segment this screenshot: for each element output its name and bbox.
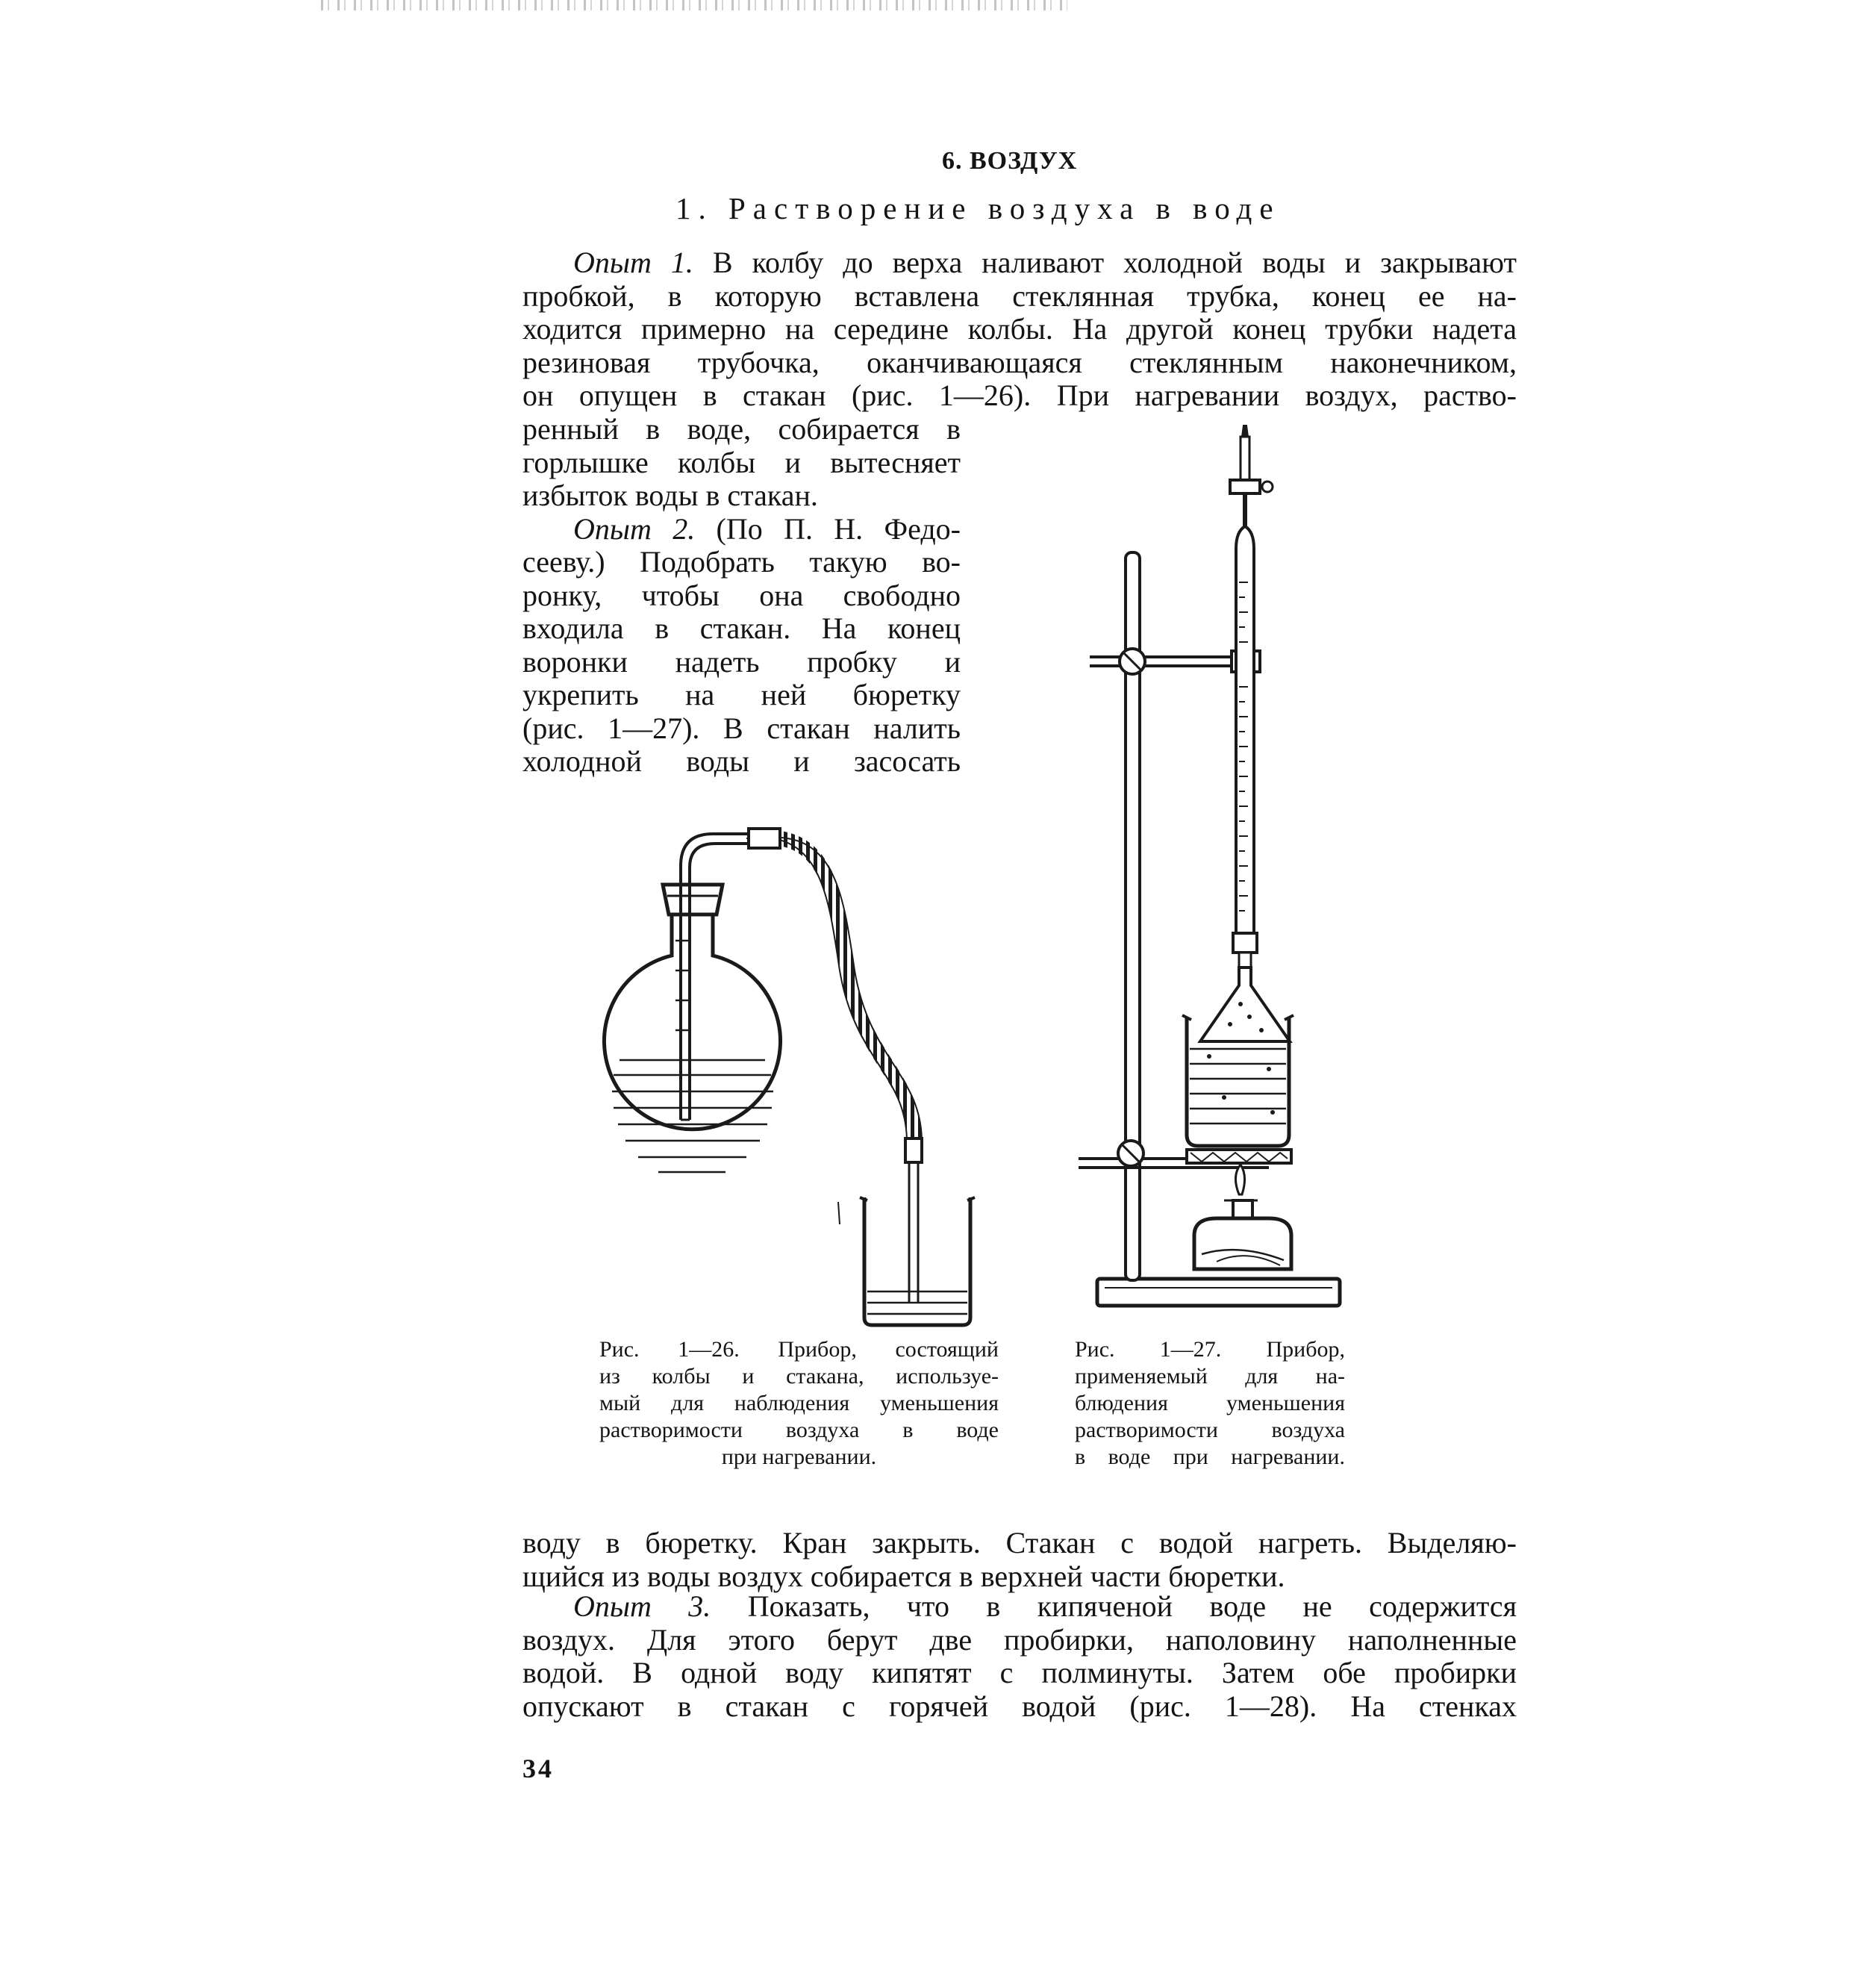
text-line: укрепить на ней бюретку bbox=[522, 678, 961, 711]
caption-line: блюдения уменьшения bbox=[1075, 1391, 1345, 1415]
paragraph-experiment-3 bbox=[522, 1590, 1517, 1723]
text-line: сееву.) Подобрать такую во- bbox=[522, 545, 961, 579]
text-line: пробкой, в которую вставлена стеклянная трубка, конец ее на- bbox=[522, 278, 1517, 313]
text-line: Опыт 3. Показать, что в кипяченой воде не содержится bbox=[573, 1589, 1517, 1623]
caption-line: в воде при нагревании. bbox=[1075, 1445, 1345, 1469]
caption-figure-1-26 bbox=[599, 1336, 999, 1471]
caption-line: растворимости воздуха в воде bbox=[599, 1418, 999, 1442]
section-title: 1. Растворение воздуха в воде bbox=[675, 191, 1281, 225]
text-line: водой. В одной воду кипятят с полминуты. Затем обе пробирки bbox=[522, 1656, 1517, 1689]
text-line: воду в бюретку. Кран закрыть. Стакан с водой нагреть. Выделяю- bbox=[522, 1526, 1517, 1559]
text-line: входила в стакан. На конец bbox=[522, 611, 961, 645]
caption-line: из колбы и стакана, используе- bbox=[599, 1364, 999, 1389]
text-line: избыток воды в стакан. bbox=[522, 479, 818, 512]
caption-line: применяемый для на- bbox=[1075, 1364, 1345, 1389]
chapter-title: 6. ВОЗДУХ bbox=[942, 147, 1078, 175]
flask-apparatus-drawing bbox=[605, 829, 976, 1325]
text-line: ходится примерно на середине колбы. На другой конец трубки надета bbox=[522, 312, 1517, 346]
caption-line: при нагревании. bbox=[721, 1445, 877, 1469]
text-line: резиновая трубочка, оканчивающаяся стеклянным наконечником, bbox=[522, 345, 1517, 379]
text-line: щийся из воды воздух собирается в верхней части бюретки. bbox=[522, 1559, 1285, 1593]
caption-line: Рис. 1—26. Прибор, состоящий bbox=[599, 1337, 999, 1362]
caption-line: растворимости воздуха bbox=[1075, 1418, 1345, 1442]
text-line: ренный в воде, собирается в bbox=[522, 412, 961, 446]
text-line: горлышке колбы и вытесняет bbox=[522, 445, 961, 479]
text-line: опускают в стакан с горячей водой (рис. 1—28). На стенках bbox=[522, 1689, 1517, 1723]
text-line: холодной воды и засосать bbox=[522, 744, 961, 778]
caption-line: Рис. 1—27. Прибор, bbox=[1075, 1337, 1345, 1362]
paragraph-continuation bbox=[522, 1527, 1517, 1593]
page-number: 34 bbox=[522, 1754, 554, 1783]
caption-figure-1-27 bbox=[1075, 1336, 1345, 1471]
text-line: (рис. 1—27). В стакан налить bbox=[522, 711, 961, 745]
text-line: ронку, чтобы она свободно bbox=[522, 578, 961, 612]
caption-line: мый для наблюдения уменьшения bbox=[599, 1391, 999, 1415]
text-line: воздух. Для этого берут две пробирки, наполовину наполненные bbox=[522, 1622, 1517, 1657]
text-line: Опыт 1. В колбу до верха наливают холодной воды и закрывают bbox=[573, 246, 1517, 279]
text-line: он опущен в стакан (рис. 1—26). При нагревании воздух, раство- bbox=[522, 378, 1517, 412]
burette-apparatus-drawing bbox=[1079, 426, 1340, 1306]
text-line: воронки надеть пробку и bbox=[522, 644, 961, 679]
text-line: Опыт 2. (По П. Н. Федо- bbox=[573, 511, 961, 546]
